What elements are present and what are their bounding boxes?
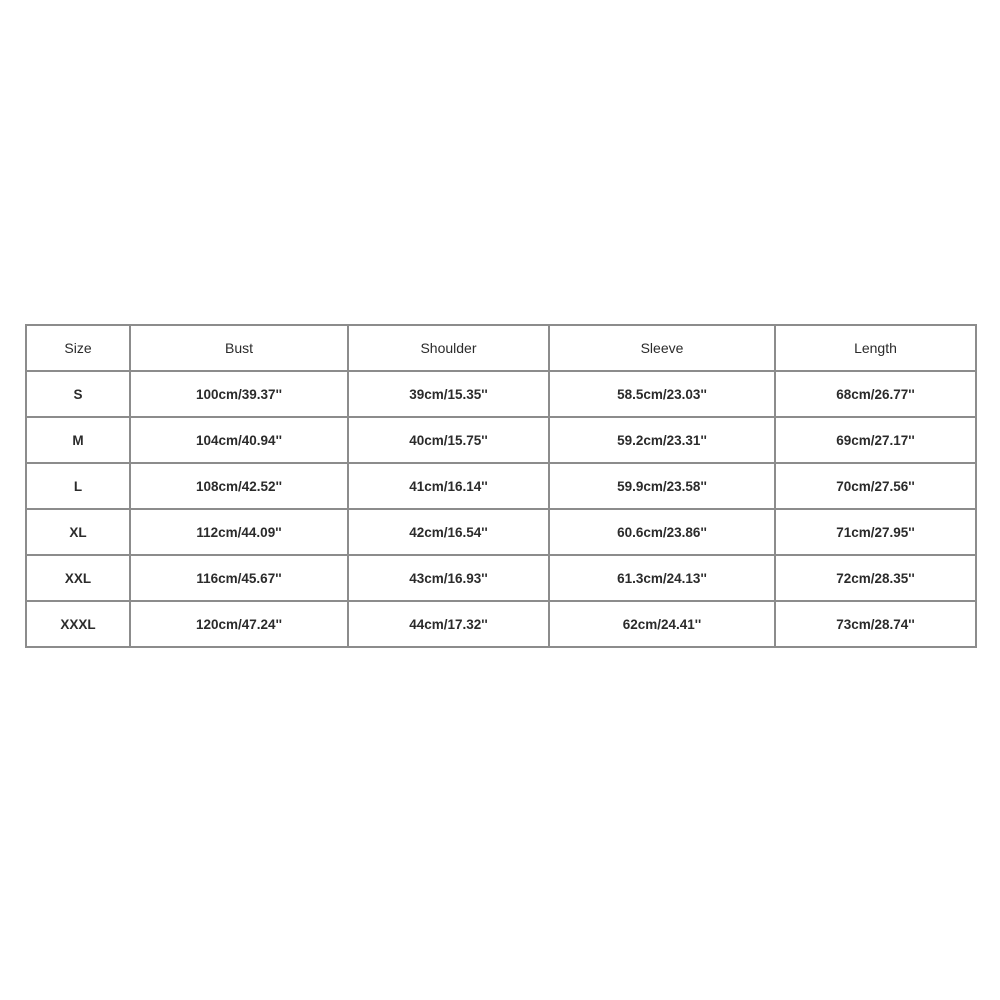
header-sleeve: Sleeve (549, 325, 775, 371)
cell-size: XXXL (26, 601, 130, 647)
cell-sleeve: 58.5cm/23.03'' (549, 371, 775, 417)
table-row (26, 555, 976, 601)
cell-sleeve: 60.6cm/23.86'' (549, 509, 775, 555)
cell-size: L (26, 463, 130, 509)
cell-bust: 112cm/44.09'' (130, 509, 348, 555)
cell-shoulder: 43cm/16.93'' (348, 555, 549, 601)
header-size: Size (26, 325, 130, 371)
cell-bust: 116cm/45.67'' (130, 555, 348, 601)
cell-size: S (26, 371, 130, 417)
cell-bust: 120cm/47.24'' (130, 601, 348, 647)
cell-length: 69cm/27.17'' (775, 417, 976, 463)
cell-length: 72cm/28.35'' (775, 555, 976, 601)
cell-sleeve: 59.2cm/23.31'' (549, 417, 775, 463)
table-row (26, 417, 976, 463)
cell-length: 70cm/27.56'' (775, 463, 976, 509)
table-row (26, 601, 976, 647)
cell-size: XXL (26, 555, 130, 601)
cell-length: 71cm/27.95'' (775, 509, 976, 555)
cell-length: 68cm/26.77'' (775, 371, 976, 417)
cell-sleeve: 59.9cm/23.58'' (549, 463, 775, 509)
cell-bust: 108cm/42.52'' (130, 463, 348, 509)
cell-shoulder: 39cm/15.35'' (348, 371, 549, 417)
table-row (26, 463, 976, 509)
cell-sleeve: 61.3cm/24.13'' (549, 555, 775, 601)
cell-bust: 100cm/39.37'' (130, 371, 348, 417)
table-row (26, 371, 976, 417)
cell-bust: 104cm/40.94'' (130, 417, 348, 463)
cell-size: M (26, 417, 130, 463)
cell-shoulder: 41cm/16.14'' (348, 463, 549, 509)
cell-size: XL (26, 509, 130, 555)
header-shoulder: Shoulder (348, 325, 549, 371)
header-length: Length (775, 325, 976, 371)
header-bust: Bust (130, 325, 348, 371)
cell-length: 73cm/28.74'' (775, 601, 976, 647)
size-chart-table (25, 324, 977, 648)
cell-shoulder: 40cm/15.75'' (348, 417, 549, 463)
table-header-row (26, 325, 976, 371)
table-row (26, 509, 976, 555)
cell-sleeve: 62cm/24.41'' (549, 601, 775, 647)
cell-shoulder: 44cm/17.32'' (348, 601, 549, 647)
cell-shoulder: 42cm/16.54'' (348, 509, 549, 555)
